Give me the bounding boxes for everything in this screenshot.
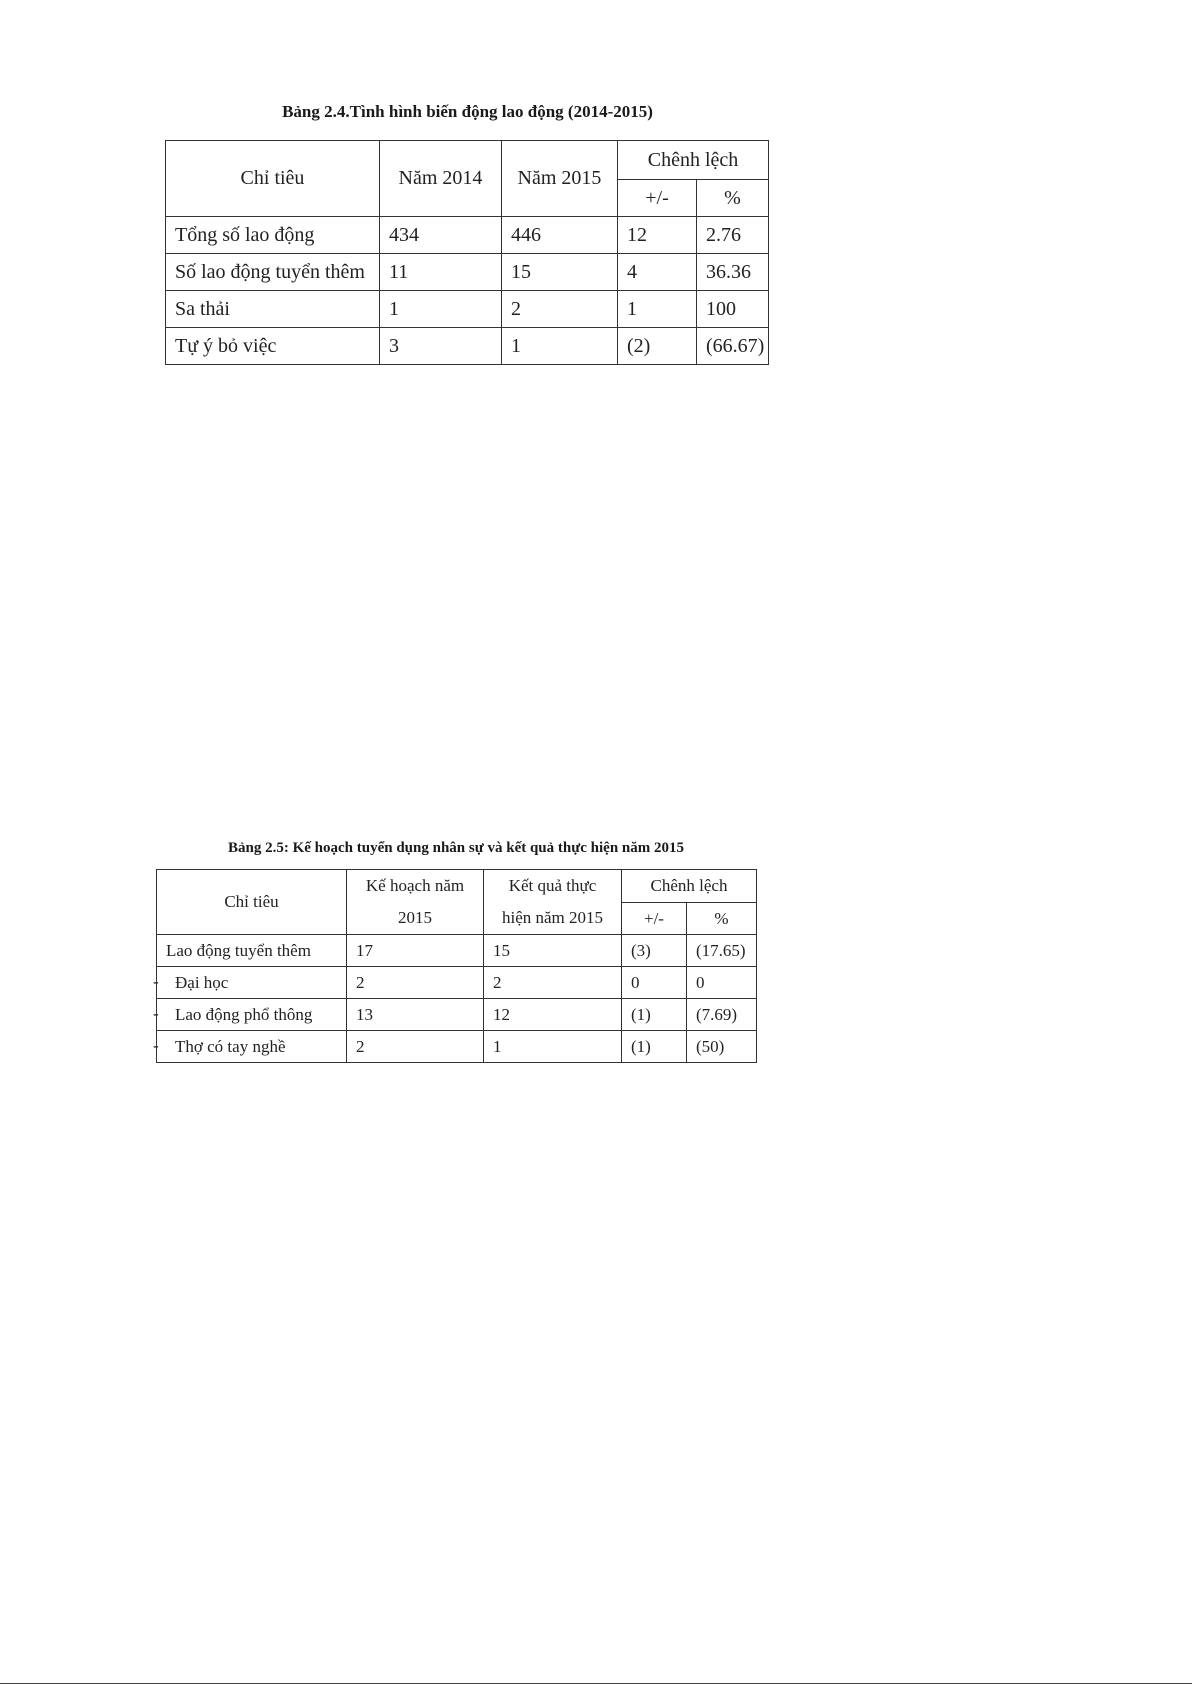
- cell-2015: 1: [502, 328, 618, 365]
- cell-2015: 2: [502, 291, 618, 328]
- labor-fluctuation-table: [165, 140, 769, 365]
- row-label-text: Thợ có tay nghề: [175, 1036, 286, 1056]
- row-label: [153, 1031, 347, 1063]
- table-row: [166, 291, 769, 328]
- cell-2014: 1: [380, 291, 502, 328]
- cell-pct: 2.76: [697, 217, 769, 254]
- header-plan-line2: 2015: [398, 908, 432, 927]
- header-year-2015: Năm 2015: [502, 141, 618, 217]
- cell-2015: 446: [502, 217, 618, 254]
- cell-pct: (66.67): [697, 328, 769, 365]
- cell-abs: 12: [618, 217, 697, 254]
- table-row: [157, 935, 757, 967]
- cell-result: 15: [484, 935, 622, 967]
- cell-abs: (2): [618, 328, 697, 365]
- table-row: [157, 999, 757, 1031]
- row-label: Số lao động tuyển thêm: [166, 254, 380, 291]
- header-result-line1: Kết quả thực: [508, 876, 597, 895]
- cell-plan: 13: [347, 999, 484, 1031]
- header-result-line2: hiện năm 2015: [501, 908, 604, 927]
- header-diff-pct: %: [697, 180, 769, 217]
- cell-abs: 0: [622, 967, 687, 999]
- cell-abs: 1: [618, 291, 697, 328]
- recruitment-plan-table: [153, 869, 757, 1063]
- row-label: [153, 967, 347, 999]
- cell-result: 12: [484, 999, 622, 1031]
- bullet-dash: -: [153, 1036, 159, 1055]
- cell-pct: 0: [687, 967, 757, 999]
- row-label: Sa thải: [166, 291, 380, 328]
- header-indicator: Chỉ tiêu: [166, 141, 380, 217]
- row-label: [153, 999, 347, 1031]
- row-label: Tự ý bỏ việc: [166, 328, 380, 365]
- cell-abs: 4: [618, 254, 697, 291]
- table-row: [166, 328, 769, 365]
- header-difference: Chênh lệch: [622, 870, 757, 903]
- cell-2014: 11: [380, 254, 502, 291]
- table-2-4-caption: Bảng 2.4.Tình hình biến động lao động (2014-2015): [282, 102, 653, 121]
- header-year-2014: Năm 2014: [380, 141, 502, 217]
- table-row: [157, 1031, 757, 1063]
- cell-pct: (50): [687, 1031, 757, 1063]
- cell-2014: 3: [380, 328, 502, 365]
- header-diff-abs: +/-: [622, 903, 687, 935]
- cell-result: 2: [484, 967, 622, 999]
- row-label-text: Lao động phổ thông: [175, 1004, 313, 1024]
- header-diff-pct: %: [687, 903, 757, 935]
- table-row: [157, 967, 757, 999]
- table-row: [166, 254, 769, 291]
- header-difference: Chênh lệch: [618, 141, 769, 180]
- cell-pct: 100: [697, 291, 769, 328]
- header-plan-line1: Kế hoạch năm: [365, 876, 465, 895]
- table-2-5-caption: Bảng 2.5: Kế hoạch tuyển dụng nhân sự và kết quả thực hiện năm 2015: [227, 840, 684, 856]
- table-row: [166, 217, 769, 254]
- cell-plan: 17: [347, 935, 484, 967]
- header-indicator: Chỉ tiêu: [157, 870, 347, 935]
- cell-2015: 15: [502, 254, 618, 291]
- header-diff-abs: +/-: [618, 180, 697, 217]
- header-result-2015: [484, 870, 622, 935]
- cell-result: 1: [484, 1031, 622, 1063]
- cell-abs: (1): [622, 1031, 687, 1063]
- bullet-dash: -: [153, 972, 159, 991]
- row-label: Lao động tuyển thêm: [157, 935, 347, 967]
- cell-abs: (3): [622, 935, 687, 967]
- page-bottom-rule: [0, 1683, 1192, 1684]
- cell-pct: (7.69): [687, 999, 757, 1031]
- cell-pct: (17.65): [687, 935, 757, 967]
- row-label-text: Đại học: [175, 972, 229, 992]
- cell-pct: 36.36: [697, 254, 769, 291]
- cell-plan: 2: [347, 967, 484, 999]
- header-plan-2015: [347, 870, 484, 935]
- cell-2014: 434: [380, 217, 502, 254]
- bullet-dash: -: [153, 1004, 159, 1023]
- row-label: Tổng số lao động: [166, 217, 380, 254]
- cell-abs: (1): [622, 999, 687, 1031]
- cell-plan: 2: [347, 1031, 484, 1063]
